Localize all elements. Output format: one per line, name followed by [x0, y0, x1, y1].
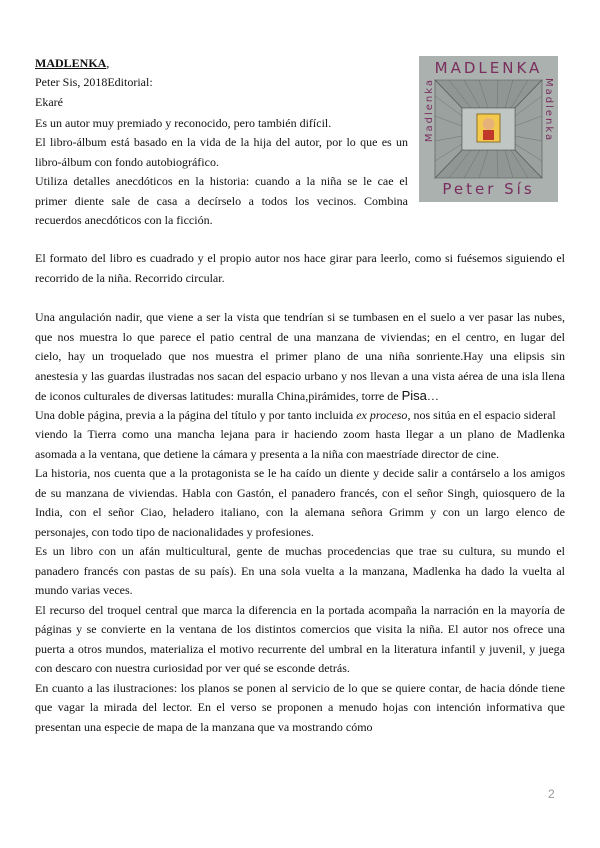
paragraph-line: primer diente sale de casa a decírselo a todos los vecinos. Combina — [35, 194, 408, 208]
text-run: Una doble página, previa a la página del título y por tanto incluida — [35, 408, 357, 422]
paragraph-line: viendo la Tierra como una mancha lejana para ir haciendo zoom hasta llegar a un plano de Madlenka — [35, 427, 565, 441]
paragraph-line: El recurso del troquel central que marca la diferencia en la portada acompaña la narración en la mayoría de — [35, 603, 565, 617]
paragraph-line: panadero francés con pastas de su país). En una sola vuelta a la manzana, Madlenka ha dado la vuelta al — [35, 564, 565, 578]
author-line: Peter Sis, 2018Editorial: — [35, 75, 153, 89]
paragraph-line: personajes, con todo tipo de nacionalidades y profesiones. — [35, 525, 314, 539]
paragraph-line: libro-álbum con fondo autobiográfico. — [35, 155, 219, 169]
cover-side-title-right: Madlenka — [543, 78, 554, 143]
cover-side-title-left: Madlenka — [424, 78, 435, 143]
publisher-line: Ekaré — [35, 95, 63, 109]
paragraph-line-mixed — [35, 388, 439, 404]
paragraph-line: mundo varias veces. — [35, 583, 133, 597]
paragraph-line: recorrido de la niña. Recorrido circular. — [35, 271, 225, 285]
paragraph-line: presentan una especie de mapa de la manzana que va mostrando cómo — [35, 720, 373, 734]
paragraph-line: que nos muestra lo que parece el patio central de una manzana de viviendas; en el centro, en lugar del — [35, 330, 565, 344]
text-run-sans: Pisa — [401, 388, 427, 403]
paragraph-line: La historia, nos cuenta que a la protagonista se le ha caído un diente y decide salir a contárselo a los amigos — [35, 466, 565, 480]
paragraph-line: asomada a la ventana, que detiene la cámara y presenta a la niña con maestríade director de cine. — [35, 447, 500, 461]
book-cover-image — [419, 56, 558, 202]
paragraph-line: Utiliza detalles anecdóticos en la historia: cuando a la niña se le cae el — [35, 174, 408, 188]
paragraph-line: páginas y se convierte en la ventana de los distintos comercios que visita la niña. El autor nos ofrece una — [35, 622, 565, 636]
document-title: MADLENKA — [35, 56, 107, 70]
paragraph-line: El libro-álbum está basado en la vida de la hija del autor, por lo que es un — [35, 135, 408, 149]
paragraph-line: con descaro con nuestra curiosidad por ver qué se esconde detrás. — [35, 661, 350, 675]
cover-author: Peter Sís — [442, 180, 535, 198]
paragraph-line: que vagar la mirada del lector. En el verso se proponen a menudo hojas con intención informativa que — [35, 700, 565, 714]
paragraph-line: cielo, hay un troquelado que nos muestra el primer plano de una niña sonriente.Hay una elipsis sin — [35, 349, 565, 363]
paragraph-line: recuerdos anecdóticos con la ficción. — [35, 213, 213, 227]
paragraph-line: puerta a otros mundos, materializa el motivo recurrente del umbral en la literatura infantil y juvenil, y juega — [35, 642, 565, 656]
paragraph-line-mixed — [35, 408, 556, 423]
paragraph-line: Una angulación nadir, que viene a ser la vista que tendrían si se tumbasen en el suelo a ver pasar las nubes, — [35, 310, 565, 324]
text-run: de iconos culturales de diversas latitudes: muralla China,pirámides, torre de — [35, 389, 402, 403]
paragraph-line: Es un autor muy premiado y reconocido, pero también difícil. — [35, 116, 332, 130]
document-title-line — [35, 56, 109, 71]
title-punctuation: , — [106, 56, 110, 70]
page-number: 2 — [548, 787, 555, 801]
cover-title: MADLENKA — [434, 59, 543, 77]
paragraph-line: India, con el señor Ciao, heladero italiano, con la alemana señora Grimm y con un largo elenco de — [35, 505, 565, 519]
paragraph-line: En cuanto a las ilustraciones: los planos se ponen al servicio de lo que se quiere contar, de hacia dónde tiene — [35, 681, 565, 695]
paragraph-line: de su manzana de viviendas. Habla con Gastón, el panadero francés, con el señor Singh, quiosquero de la — [35, 486, 565, 500]
paragraph-line: Es un libro con un afán multicultural, gente de muchas procedencias que trae su cultura, su mundo el — [35, 544, 565, 558]
paragraph-line: El formato del libro es cuadrado y el propio autor nos hace girar para leerlo, como si fuésemos siguiendo el — [35, 251, 565, 265]
text-run-italic: ex proceso — [356, 408, 408, 422]
text-run: … — [426, 389, 439, 403]
text-run: , nos sitúa en el espacio sideral — [407, 408, 556, 422]
paragraph-line: anestesia y las guardas ilustradas nos sacan del espacio urbano y nos llevan a una vista aérea de una isla llena — [35, 369, 565, 383]
